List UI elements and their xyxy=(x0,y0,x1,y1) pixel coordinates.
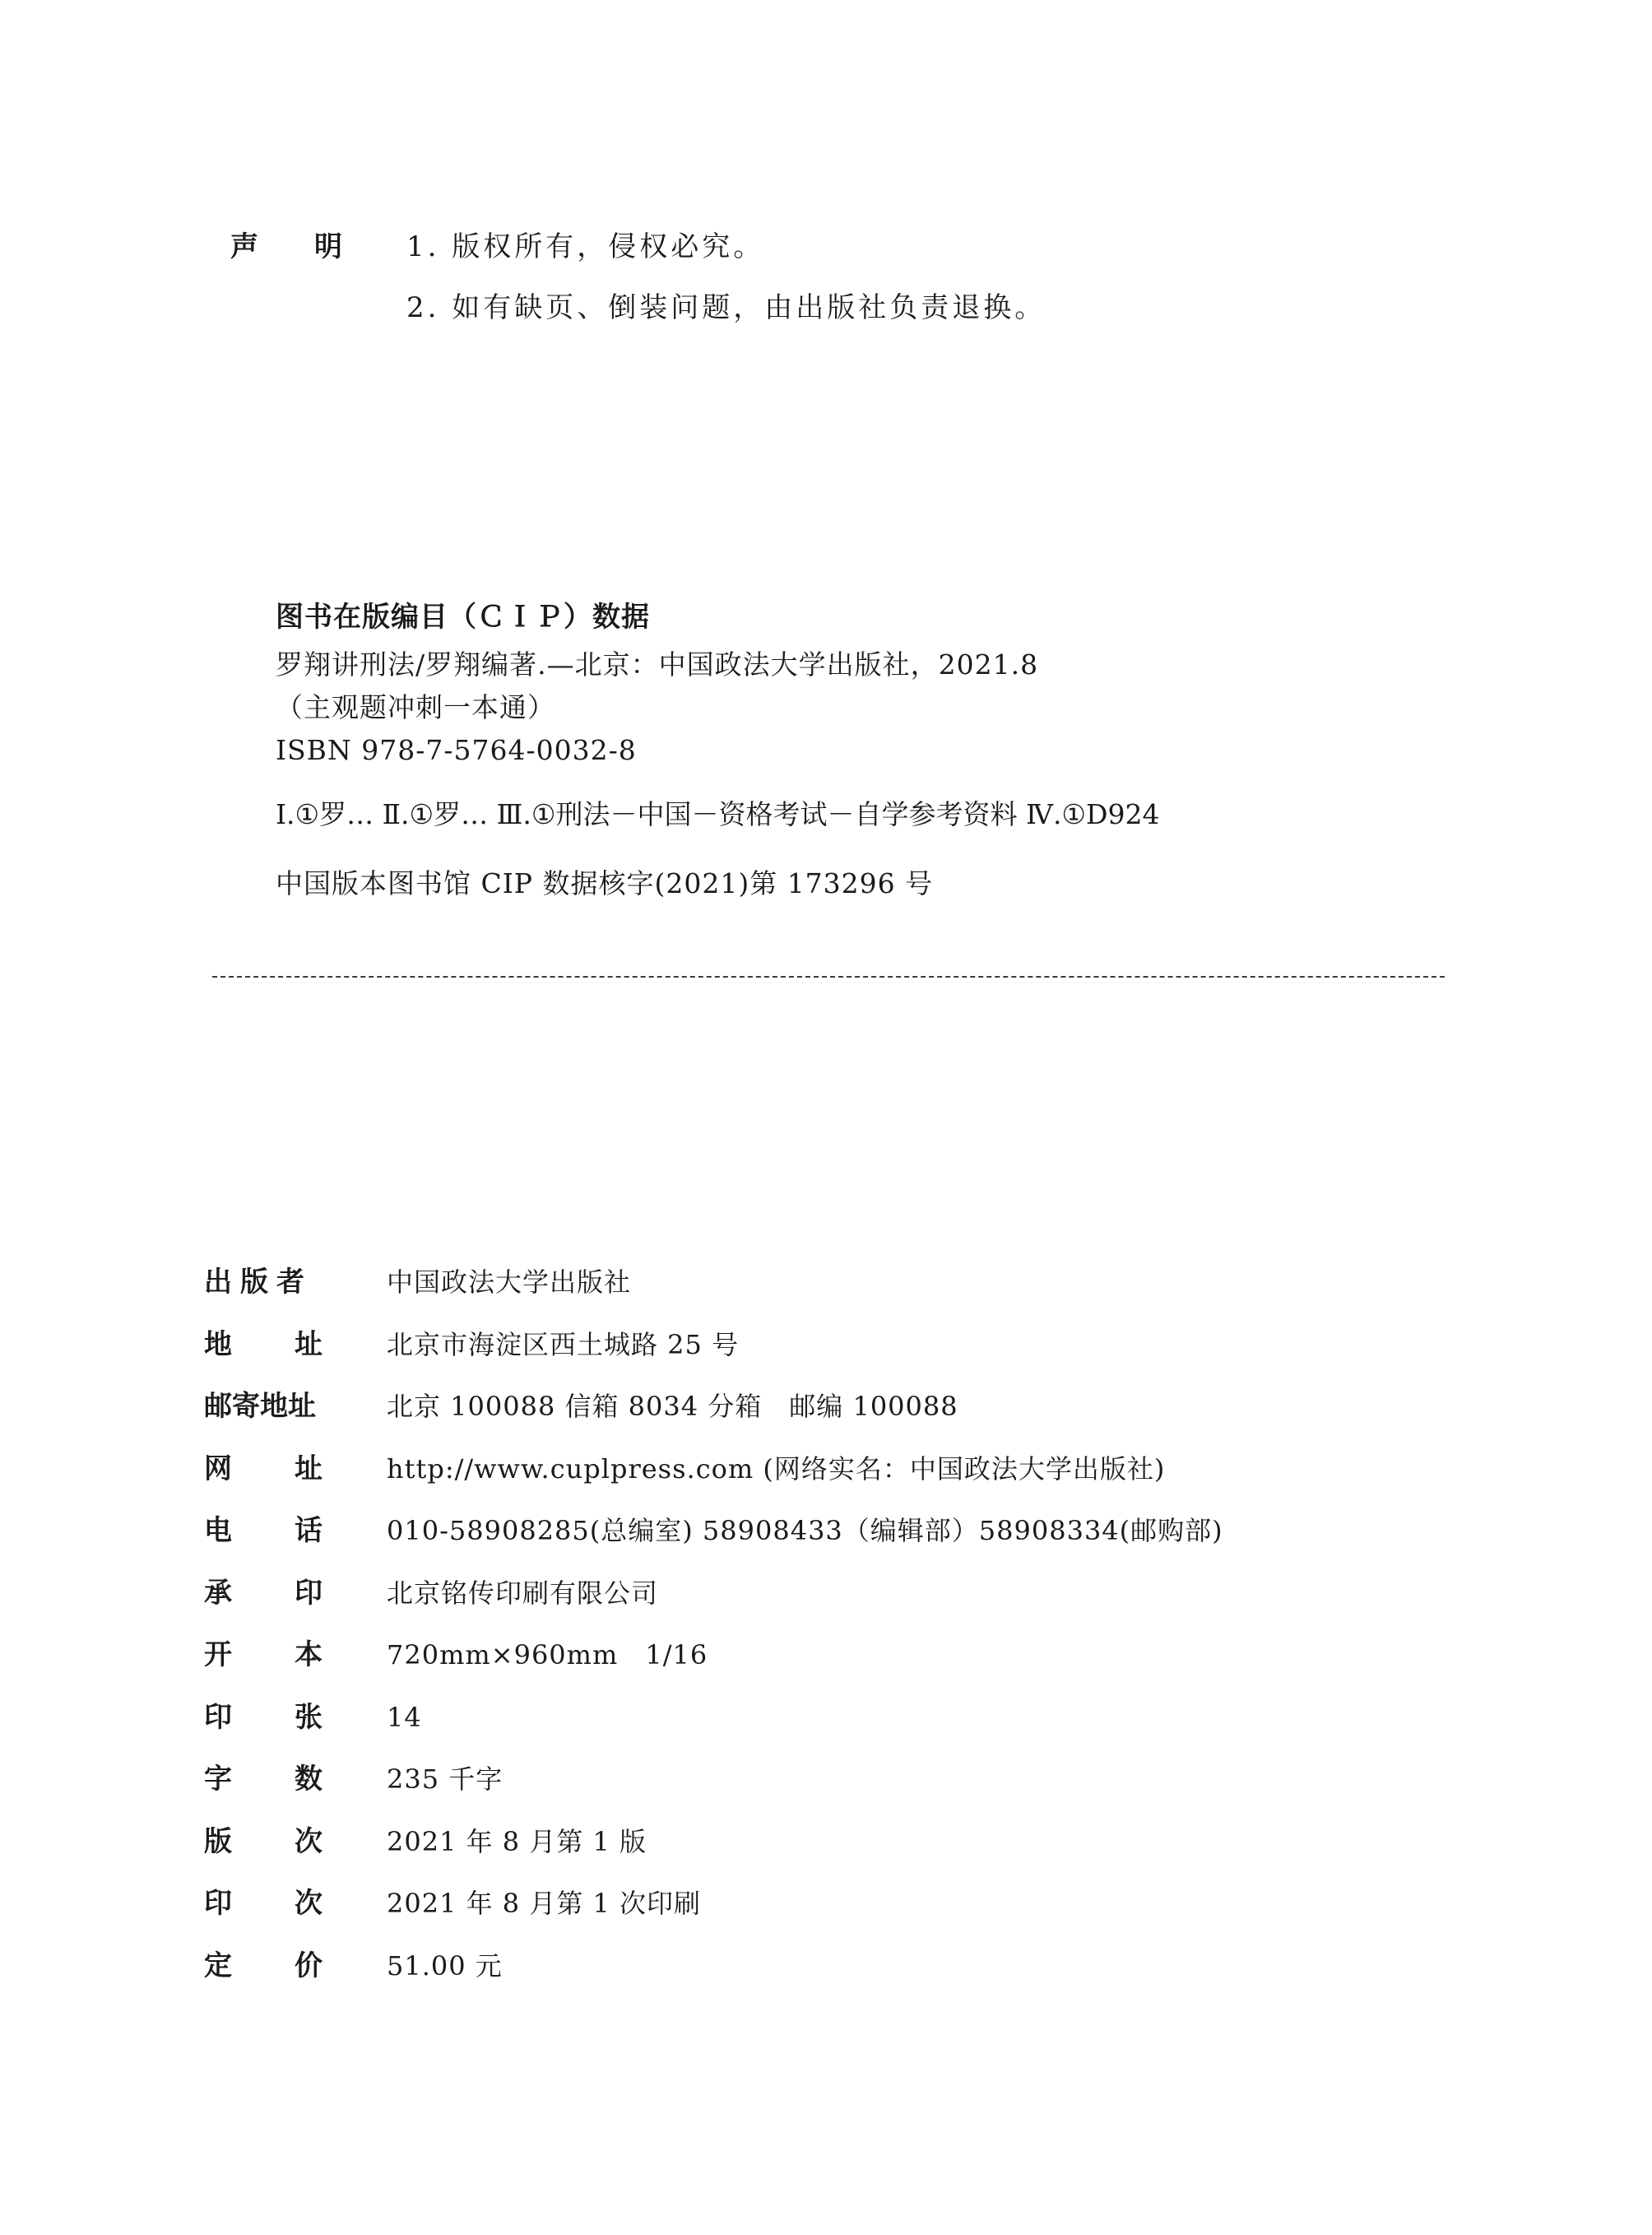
pub-value: 中国政法大学出版社 xyxy=(387,1266,632,1298)
cip-title-line: 罗翔讲刑法/罗翔编著.—北京：中国政法大学出版社，2021.8 xyxy=(276,648,1039,681)
pub-value: 51.00 元 xyxy=(387,1949,503,1982)
pub-label: 字数 xyxy=(204,1763,385,1796)
pub-row-printing xyxy=(204,1880,1223,1943)
pub-label: 印张 xyxy=(204,1700,385,1734)
pub-label: 承印 xyxy=(204,1576,385,1610)
cip-block xyxy=(276,594,1510,905)
pub-value: 2021 年 8 月第 1 版 xyxy=(387,1825,647,1857)
pub-value: 010-58908285(总编室) 58908433（编辑部）58908334(邮购部) xyxy=(387,1515,1223,1546)
pub-value: 2021 年 8 月第 1 次印刷 xyxy=(387,1888,702,1919)
declaration-item: 1. 版权所有，侵权必究。 xyxy=(406,230,765,263)
pub-value: 北京 100088 信箱 8034 分箱 邮编 100088 xyxy=(387,1391,958,1422)
pub-label: 地址 xyxy=(204,1327,385,1361)
declaration-item: 2. 如有缺页、倒装问题，由出版社负责退换。 xyxy=(406,291,1046,324)
pub-label: 版次 xyxy=(204,1824,385,1858)
pub-value: 北京市海淀区西土城路 25 号 xyxy=(387,1328,740,1360)
pub-row-word-count xyxy=(204,1756,1223,1819)
cip-record-number: 中国版本图书馆 CIP 数据核字(2021)第 173296 号 xyxy=(276,867,934,899)
pub-row-format xyxy=(204,1632,1223,1694)
declaration-label: 声明 xyxy=(230,230,398,263)
pub-row-website xyxy=(204,1446,1223,1508)
pub-label: 印次 xyxy=(204,1887,385,1920)
pub-label: 开本 xyxy=(204,1638,385,1671)
dashed-divider xyxy=(212,976,1445,978)
pub-row-address xyxy=(204,1322,1223,1384)
pub-row-mailing-address xyxy=(204,1383,1223,1446)
cip-series-line: （主观题冲刺一本通） xyxy=(276,691,555,723)
pub-value: 北京铭传印刷有限公司 xyxy=(387,1577,659,1609)
pub-row-publisher xyxy=(204,1259,1223,1322)
pub-label: 定价 xyxy=(204,1949,385,1982)
pub-value: http://www.cuplpress.com (网络实名：中国政法大学出版社) xyxy=(387,1452,1166,1485)
pub-row-printer xyxy=(204,1570,1223,1633)
declaration-block xyxy=(230,224,1046,346)
pub-label: 电话 xyxy=(204,1514,385,1547)
pub-value: 14 xyxy=(387,1701,422,1733)
cip-heading: 图书在版编目（ＣＩＰ）数据 xyxy=(276,601,650,634)
pub-value: 235 千字 xyxy=(387,1763,503,1795)
pub-row-edition xyxy=(204,1819,1223,1881)
pub-value: 720mm×960mm 1/16 xyxy=(387,1639,708,1670)
declaration-row xyxy=(230,285,1046,346)
cip-isbn: ISBN 978-7-5764-0032-8 xyxy=(276,734,637,766)
declaration-row xyxy=(230,224,1046,285)
pub-row-sheets xyxy=(204,1694,1223,1757)
cip-classification: Ⅰ.①罗… Ⅱ.①罗… Ⅲ.①刑法－中国－资格考试－自学参考资料 Ⅳ.①D924 xyxy=(276,798,1160,830)
pub-label: 邮寄地址 xyxy=(204,1390,316,1423)
publication-info xyxy=(204,1259,1223,2005)
pub-label: 网址 xyxy=(204,1452,385,1485)
pub-row-phone xyxy=(204,1508,1223,1570)
pub-label: 出版者 xyxy=(204,1266,313,1299)
pub-row-price xyxy=(204,1943,1223,2005)
